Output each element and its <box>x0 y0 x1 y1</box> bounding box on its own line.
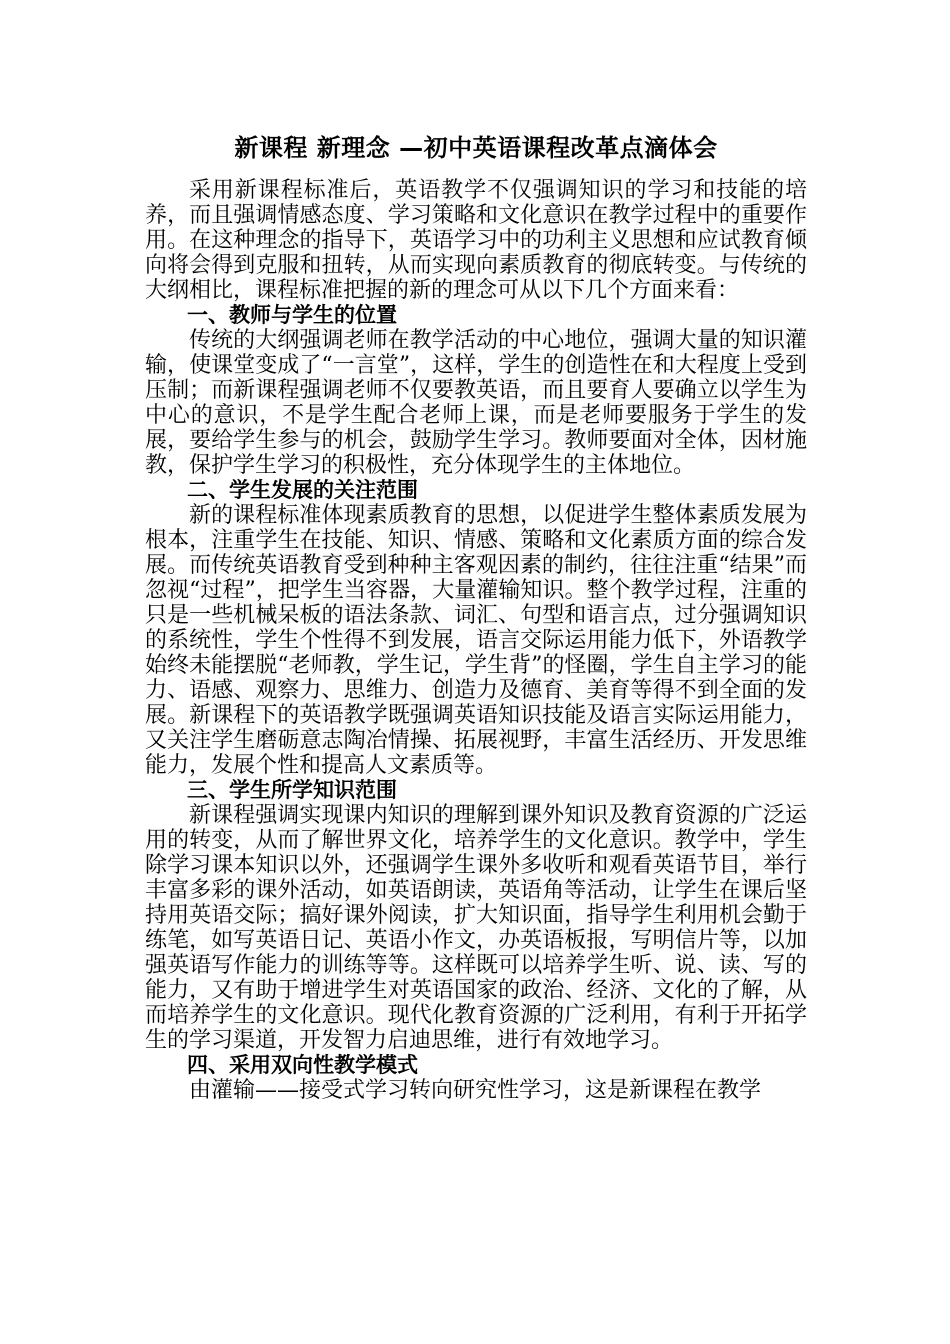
section-3-heading: 三、学生所学知识范围 <box>187 778 397 802</box>
section-2-heading: 二、学生发展的关注范围 <box>187 478 418 502</box>
section-2-paragraph: 新的课程标准体现素质教育的思想，以促进学生整体素质发展为根本，注重学生在技能、知识、情感、策略和文化素质方面的综合发展。而传统英语教育受到种种主客观因素的制约，往往注重“结果”而忽视“过程”，把学生当容器，大量灌输知识。整个教学过程，注重的只是一些机械呆板的语法条款、词汇、句型和语言点，过分强调知识的系统性，学生个性得不到发展，语言交际运用能力低下，外语教学始终未能摆脱“老师教，学生记，学生背”的怪圈，学生自主学习的能力、语感、观察力、思维力、创造力及德育、美育等得不到全面的发展。新课程下的英语教学既强调英语知识技能及语言实际运用能力，又关注学生磨砺意志陶冶情操、拓展视野，丰富生活经历、开发思维能力，发展个性和提高人文素质等。 <box>145 503 807 778</box>
section-1-heading: 一、教师与学生的位置 <box>187 303 397 327</box>
document-title: 新课程 新理念 —初中英语课程改革点滴体会 <box>234 134 718 162</box>
intro-paragraph: 采用新课程标准后，英语教学不仅强调知识的学习和技能的培养，而且强调情感态度、学习策略和文化意识在教学过程中的重要作用。在这种理念的指导下，英语学习中的功利主义思想和应试教育倾向将会得到克服和扭转，从而实现向素质教育的彻底转变。与传统的大纲相比，课程标准把握的新的理念可从以下几个方面来看： <box>145 178 807 303</box>
section-4-heading: 四、采用双向性教学模式 <box>187 1053 418 1077</box>
section-3-paragraph: 新课程强调实现课内知识的理解到课外知识及教育资源的广泛运用的转变，从而了解世界文化，培养学生的文化意识。教学中，学生除学习课本知识以外，还强调学生课外多收听和观看英语节目，举行丰富多彩的课外活动，如英语朗读，英语角等活动，让学生在课后坚持用英语交际；搞好课外阅读，扩大知识面，指导学生利用机会勤于练笔，如写英语日记、英语小作文，办英语板报，写明信片等，以加强英语写作能力的训练等等。这样既可以培养学生听、说、读、写的能力，又有助于增进学生对英语国家的政治、经济、文化的了解，从而培养学生的文化意识。现代化教育资源的广泛利用，有利于开拓学生的学习渠道，开发智力启迪思维，进行有效地学习。 <box>145 803 807 1053</box>
section-4-paragraph: 由灌输——接受式学习转向研究性学习，这是新课程在教学 <box>189 1078 762 1103</box>
section-1-paragraph: 传统的大纲强调老师在教学活动的中心地位，强调大量的知识灌输，使课堂变成了“一言堂”，这样，学生的创造性在和大程度上受到压制；而新课程强调老师不仅要教英语，而且要育人要确立以学生为中心的意识，不是学生配合老师上课，而是老师要服务于学生的发展，要给学生参与的机会，鼓励学生学习。教师要面对全体，因材施教，保护学生学习的积极性，充分体现学生的主体地位。 <box>145 328 807 478</box>
document-page <box>145 128 807 1103</box>
